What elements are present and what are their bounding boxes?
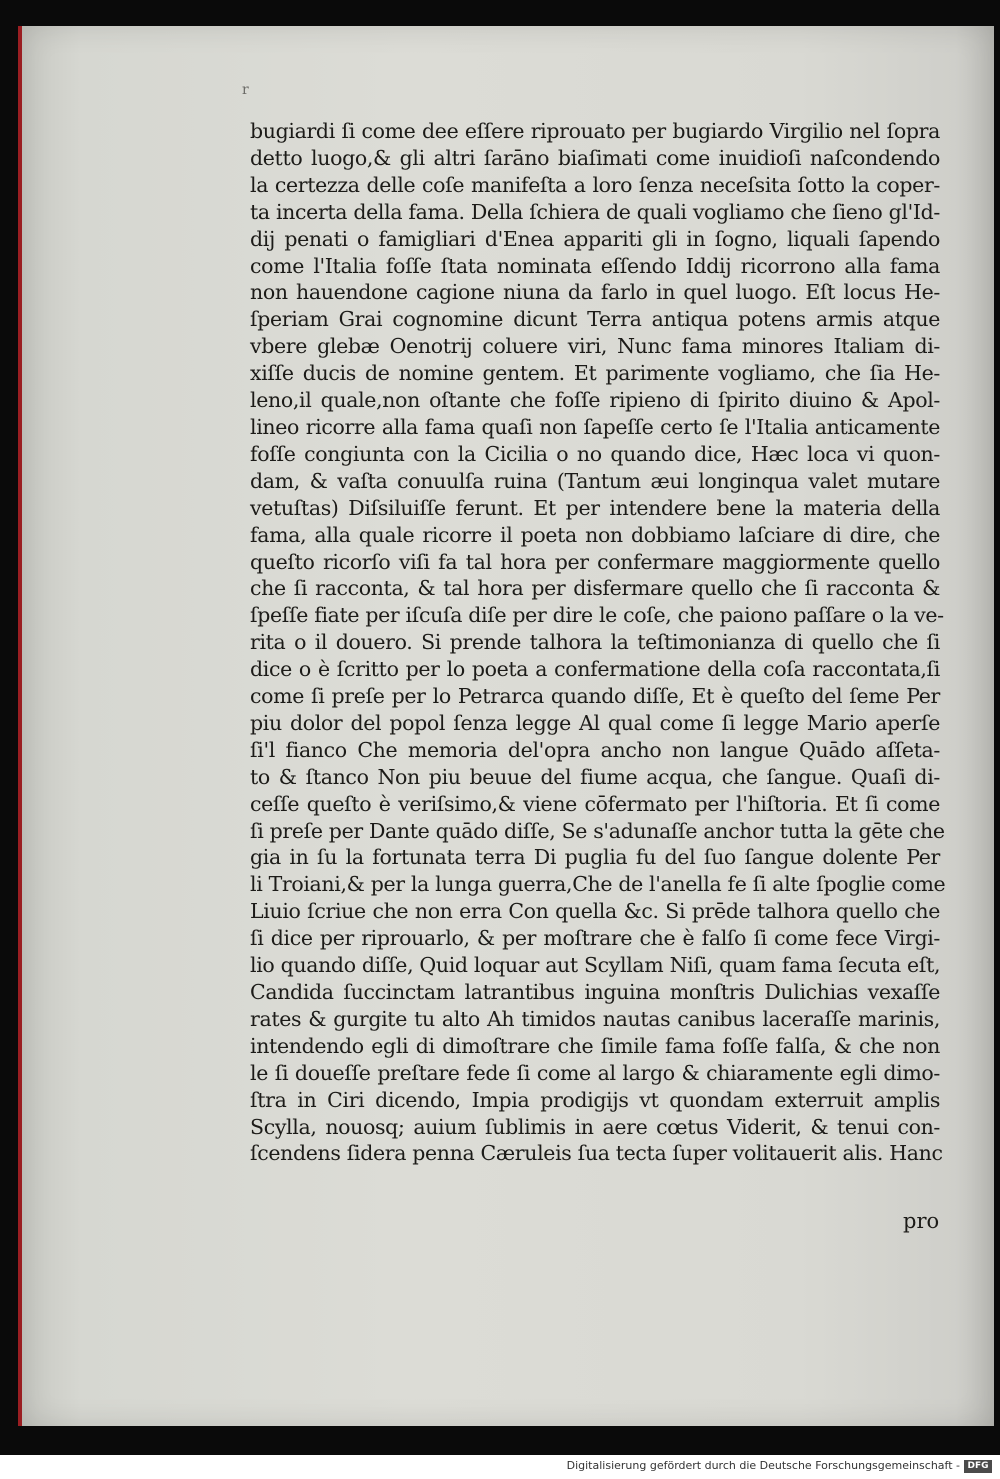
- text-line: che ſi racconta, & tal hora per disfermare quello che ſi racconta &: [250, 576, 940, 601]
- text-line: le ſi doueſſe preſtare fede ſi come al largo & chiaramente egli dimo-: [250, 1060, 940, 1085]
- dfg-logo: DFG: [964, 1460, 992, 1473]
- text-line: lio quando diſſe, Quid loquar aut Scyllam Niſi, quam fama ſecuta eſt,: [250, 953, 941, 978]
- text-line: ſperiam Grai cognomine dicunt Terra antiqua potens armis atque: [250, 307, 940, 332]
- text-line: non hauendone cagione niuna da farlo in quel luogo. Eſt locus He-: [250, 280, 940, 305]
- text-line: Scylla, nouosq; auium ſublimis in aere cœtus Viderit, & tenui con-: [250, 1114, 940, 1139]
- text-line: rita o il douero. Si prende talhora la teſtimonianza di quello che ſi: [250, 630, 940, 655]
- text-line: Liuio ſcriue che non erra Con quella &c. Si prēde talhora quello che: [250, 899, 940, 924]
- text-line: ceſſe queſto è veriſsimo,& viene cōfermato per l'hiſtoria. Et ſi come: [250, 791, 940, 816]
- text-line: Candida ſuccinctam latrantibus inguina monſtris Dulichias vexaſſe: [250, 980, 940, 1004]
- text-line: ſcendens ſidera penna Cæruleis ſua tecta ſuper volitauerit alis. Hanc: [250, 1141, 943, 1166]
- text-line: foſſe congiunta con la Cicilia o no quando dice, Hæc loca vi quon-: [250, 441, 940, 466]
- text-line: detto luogo,& gli altri ſarāno biaſimati come inuidioſi naſcondendo: [250, 145, 940, 170]
- text-line: ta incerta della fama. Della ſchiera de quali vogliamo che ſieno gl'Id-: [250, 199, 940, 224]
- text-block: [250, 118, 946, 1167]
- text-line: dij penati o famigliari d'Enea appariti gli in ſogno, liquali ſapendo: [250, 226, 940, 251]
- text-line: vbere glebæ Oenotrij coluere viri, Nunc fama minores Italiam di-: [250, 334, 940, 359]
- text-line: fama, alla quale ricorre il poeta non dobbiamo laſciare di dire, che: [250, 522, 940, 547]
- text-line: queſto ricorſo viſi fa tal hora per confermare maggiormente quello: [250, 549, 940, 574]
- text-line: leno,il quale,non oſtante che foſſe ripieno di ſpirito diuino & Apol-: [250, 388, 940, 413]
- text-line: to & ſtanco Non piu beuue del fiume acqua, che ſangue. Quaſi di-: [250, 764, 940, 789]
- footer-bar: [0, 1455, 1000, 1479]
- funding-notice: Digitalisierung gefördert durch die Deutsche Forschungsgemeinschaft -: [566, 1459, 960, 1472]
- text-line: ſi dice per riprouarlo, & per moſtrare che è falſo ſi come fece Virgi-: [250, 926, 940, 951]
- text-line: la certezza delle coſe manifeſta a loro ſenza neceſsita ſotto la coper-: [250, 172, 940, 197]
- text-line: come ſi preſe per lo Petrarca quando diſſe, Et è queſto del ſeme Per: [250, 684, 940, 709]
- catchword: pro: [903, 1209, 940, 1233]
- text-line: piu dolor del popol ſenza legge Al qual come ſi legge Mario aperſe: [250, 710, 940, 735]
- text-line: ſi'l fianco Che memoria del'opra ancho non langue Quādo aſſeta-: [250, 737, 940, 762]
- text-line: intendendo egli di dimoſtrare che ſimile fama foſſe falſa, & che non: [250, 1033, 940, 1058]
- page-mark: r: [242, 82, 249, 98]
- text-line: come l'Italia foſſe ſtata nominata eſſendo Iddij ricorrono alla fama: [250, 253, 940, 278]
- text-line: ſpeſſe fiate per iſcuſa diſe per dire le coſe, che paiono paſſare o la ve-: [250, 603, 944, 628]
- text-line: dam, & vaſta conuulſa ruina (Tantum æui longinqua valet mutare: [250, 468, 940, 493]
- text-line: vetuſtas) Diſsiluiſſe ferunt. Et per intendere bene la materia della: [250, 495, 940, 520]
- text-line: dice o è ſcritto per lo poeta a confermatione della coſa raccontata,ſi: [250, 657, 940, 682]
- text-line: ſi preſe per Dante quādo diſſe, Se s'adunaſſe anchor tutta la gēte che: [250, 818, 945, 843]
- text-line: xiſſe ducis de nomine gentem. Et parimente vogliamo, che ſia He-: [250, 361, 940, 386]
- text-line: rates & gurgite tu alto Ah timidos nautas canibus laceraſſe marinis,: [250, 1006, 940, 1031]
- text-line: lineo ricorre alla fama quaſi non ſapeſſe certo ſe l'Italia anticamente: [250, 414, 940, 439]
- text-line: gia in ſu la fortunata terra Di puglia fu del ſuo ſangue dolente Per: [250, 845, 940, 870]
- text-line: bugiardi ſi come dee eſſere riprouato per bugiardo Virgilio nel ſopra: [250, 119, 940, 143]
- text-line: li Troiani,& per la lunga guerra,Che de l'anella fe ſi alte ſpoglie come: [250, 872, 946, 897]
- text-line: ſtra in Ciri dicendo, Impia prodigijs vt quondam exterruit amplis: [250, 1087, 940, 1112]
